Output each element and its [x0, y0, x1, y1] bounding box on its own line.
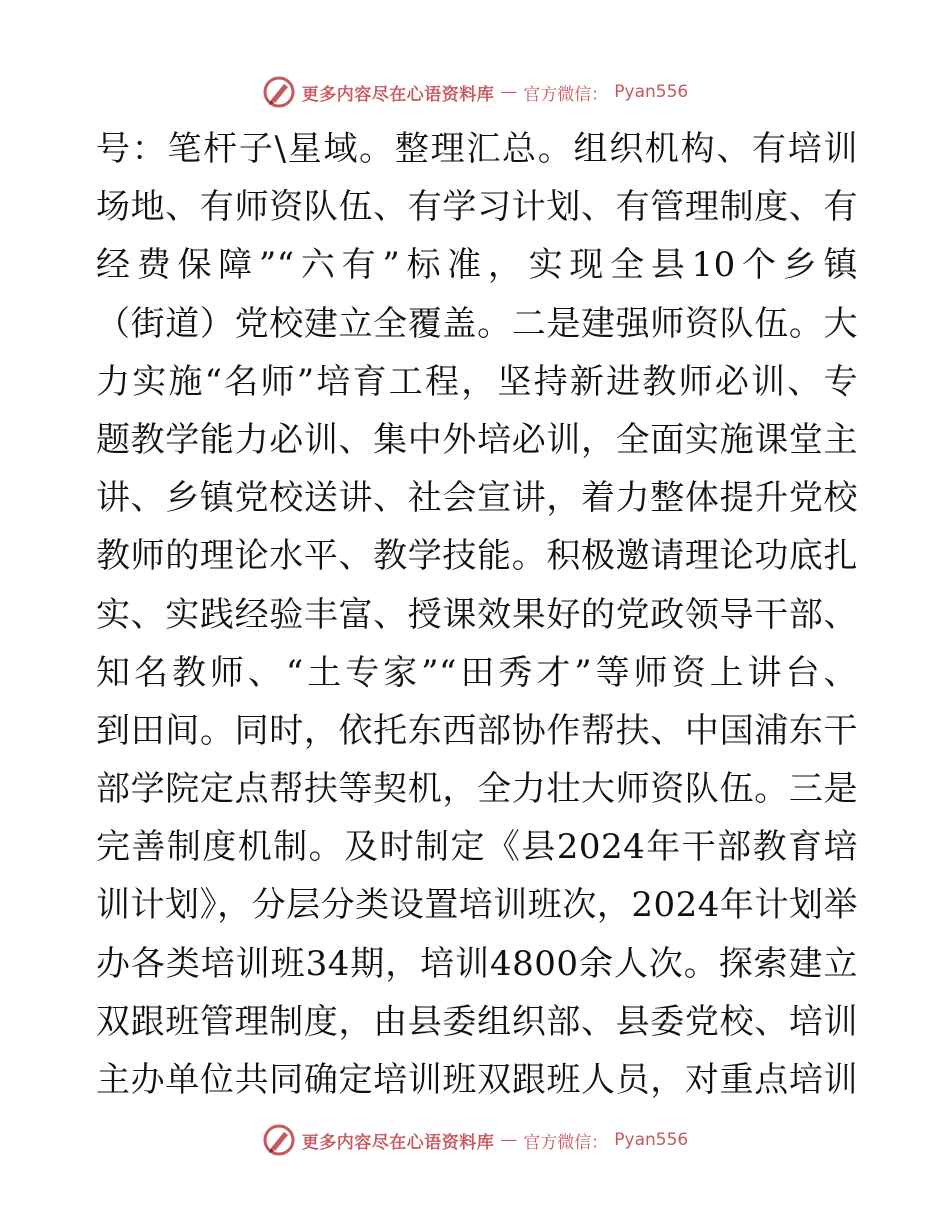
- watermark-wechat-label: 官方微信：: [523, 84, 609, 105]
- body-line: 经费保障”“六有”标准，实现全县10个乡镇: [96, 245, 858, 286]
- header-watermark: [0, 72, 950, 112]
- body-line: 号：笔杆子\星域。整理汇总。组织机构、有培训: [96, 129, 858, 169]
- watermark-wechat-id: Pyan556: [614, 82, 689, 102]
- watermark-library-text: 更多内容尽在心语资料库: [301, 84, 495, 105]
- body-line: 部学院定点帮扶等契机，全力壮大师资队伍。三是: [96, 769, 858, 810]
- footer-watermark: [0, 1120, 950, 1160]
- body-line: 题教学能力必训、集中外培必训，全面实施课堂主: [96, 419, 858, 460]
- body-line: 完善制度机制。及时制定《县2024年干部教育培: [96, 827, 858, 868]
- body-line: 场地、有师资队伍、有学习计划、有管理制度、有: [96, 187, 858, 228]
- watermark-separator: —: [500, 82, 518, 102]
- watermark-library-text: 更多内容尽在心语资料库: [301, 1132, 495, 1153]
- body-line: 教师的理论水平、教学技能。积极邀请理论功底扎: [96, 536, 858, 577]
- document-body: [96, 120, 858, 1109]
- body-line: 主办单位共同确定培训班双跟班人员，对重点培训: [96, 1060, 858, 1100]
- body-line: 讲、乡镇党校送讲、社会宣讲，着力整体提升党校: [96, 478, 858, 519]
- body-line: 训计划》，分层分类设置培训班次，2024年计划举: [96, 885, 858, 926]
- pen-logo-icon: [262, 75, 296, 109]
- body-line: 知名教师、“土专家”“田秀才”等师资上讲台、: [96, 652, 858, 693]
- body-line: 办各类培训班34期，培训4800余人次。探索建立: [96, 943, 858, 984]
- body-line: 实、实践经验丰富、授课效果好的党政领导干部、: [96, 594, 858, 635]
- pen-logo-icon: [262, 1123, 296, 1157]
- body-line: 双跟班管理制度，由县委组织部、县委党校、培训: [96, 1001, 858, 1042]
- body-line: （街道）党校建立全覆盖。二是建强师资队伍。大: [96, 303, 858, 344]
- body-line: 力实施“名师”培育工程，坚持新进教师必训、专: [96, 361, 858, 402]
- watermark-wechat-id: Pyan556: [614, 1130, 689, 1150]
- watermark-separator: —: [500, 1130, 518, 1150]
- watermark-wechat-label: 官方微信：: [523, 1132, 609, 1153]
- body-line: 到田间。同时，依托东西部协作帮扶、中国浦东干: [96, 710, 858, 751]
